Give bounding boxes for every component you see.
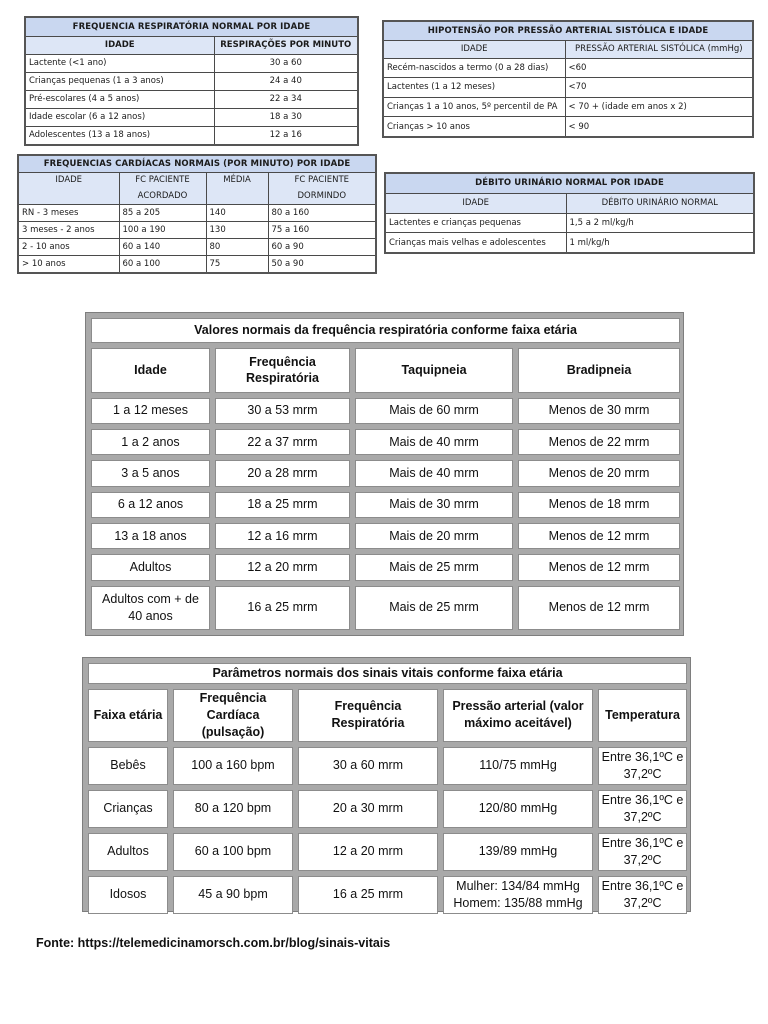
cell: 80 a 160 [268,204,376,221]
cell: 110/75 mmHg [443,747,593,785]
cell: 1 a 2 anos [91,429,210,455]
table-title: Valores normais da frequência respiratória conforme faixa etária [91,318,680,343]
cell: 80 a 120 bpm [173,790,293,828]
cell: 30 a 53 mrm [215,398,350,424]
cell: Menos de 12 mrm [518,586,680,630]
cell: 1 a 12 meses [91,398,210,424]
table-row [383,117,753,137]
cell: Idade escolar (6 a 12 anos) [25,108,214,126]
table-title: DÉBITO URINÁRIO NORMAL POR IDADE [385,173,754,193]
blood-pressure-women: Mulher: 134/84 mmHg [456,878,580,893]
cell: 140 [206,204,268,221]
table-row [383,78,753,98]
table-row [25,54,358,72]
column-header: IDADE [385,193,566,213]
cell: Crianças mais velhas e adolescentes [385,233,566,253]
table-row [91,554,680,580]
cell: Mais de 25 mrm [355,586,513,630]
table-row [383,58,753,78]
cell: Crianças > 10 anos [383,117,565,137]
cell: 85 a 205 [119,204,206,221]
cell: Menos de 12 mrm [518,523,680,549]
blood-pressure-men: Homem: 135/88 mmHg [453,895,583,910]
cell: Lactentes (1 a 12 meses) [383,78,565,98]
cell: 60 a 90 [268,238,376,255]
cell: 60 a 100 [119,255,206,273]
column-header: DÉBITO URINÁRIO NORMAL [566,193,754,213]
table-title: HIPOTENSÃO POR PRESSÃO ARTERIAL SISTÓLICA E IDADE [383,21,753,40]
table-title: FREQUENCIAS CARDÍACAS NORMAIS (POR MINUTO) POR IDADE [18,155,376,172]
column-header: IDADE [25,36,214,54]
cell: 20 a 30 mrm [298,790,438,828]
cell: 30 a 60 [214,54,358,72]
cell: 12 a 16 [214,126,358,145]
column-header: IDADE [18,172,119,188]
table-row [383,97,753,117]
cell: Bebês [88,747,168,785]
table-row [91,398,680,424]
cell: RN - 3 meses [18,204,119,221]
cell: 100 a 190 [119,221,206,238]
cell: Entre 36,1ºC e 37,2ºC [598,790,687,828]
column-header: Faixa etária [88,689,168,742]
cell: 30 a 60 mrm [298,747,438,785]
cell: Menos de 12 mrm [518,554,680,580]
column-header: Frequência Respiratória [298,689,438,742]
cell: 45 a 90 bpm [173,876,293,914]
column-header: Bradipneia [518,348,680,392]
cell: Adultos [91,554,210,580]
table-row [25,108,358,126]
cell: Entre 36,1ºC e 37,2ºC [598,833,687,871]
table-row [18,221,376,238]
table-row [385,213,754,233]
table-row [88,790,687,828]
cell: Mais de 20 mrm [355,523,513,549]
cell: < 90 [565,117,753,137]
column-header: IDADE [383,40,565,58]
table-row [91,460,680,486]
cell: 13 a 18 anos [91,523,210,549]
cell: 75 [206,255,268,273]
cell: Crianças pequenas (1 a 3 anos) [25,72,214,90]
table-row [18,255,376,273]
cell: 22 a 37 mrm [215,429,350,455]
cell: Idosos [88,876,168,914]
column-subheader: ACORDADO [119,188,206,204]
resp-rate-by-age-table [24,16,359,146]
cell: 12 a 20 mrm [298,833,438,871]
urine-output-table [384,172,755,254]
table-row [88,747,687,785]
cell: Mais de 60 mrm [355,398,513,424]
cell: 12 a 16 mrm [215,523,350,549]
column-header: FC PACIENTE [268,172,376,188]
cell: 22 a 34 [214,90,358,108]
cell: Mais de 40 mrm [355,429,513,455]
table-row [385,233,754,253]
cell: 24 a 40 [214,72,358,90]
cell: 80 [206,238,268,255]
table-row [88,876,687,914]
column-header: FC PACIENTE [119,172,206,188]
table-row [18,238,376,255]
cell: Lactente (<1 ano) [25,54,214,72]
cell: Recém-nascidos a termo (0 a 28 dias) [383,58,565,78]
cell: Menos de 20 mrm [518,460,680,486]
cell: Mais de 30 mrm [355,492,513,518]
cell: 120/80 mmHg [443,790,593,828]
cell: <70 [565,78,753,98]
cell: 1,5 a 2 ml/kg/h [566,213,754,233]
cell: 20 a 28 mrm [215,460,350,486]
column-header: Taquipneia [355,348,513,392]
table-row [91,429,680,455]
cell: Menos de 30 mrm [518,398,680,424]
vital-signs-table [83,658,692,919]
cell: 18 a 25 mrm [215,492,350,518]
source-citation: Fonte: https://telemedicinamorsch.com.br/blog/sinais-vitais [36,936,391,950]
heart-rate-by-age-table [17,154,377,274]
table-row [91,586,680,630]
table-row [25,90,358,108]
respiratory-rate-ranges-frame [85,312,684,636]
cell: < 70 + (idade em anos x 2) [565,97,753,117]
cell: Entre 36,1ºC e 37,2ºC [598,876,687,914]
respiratory-rate-ranges-table [86,313,685,635]
column-header: RESPIRAÇÕES POR MINUTO [214,36,358,54]
cell: Adolescentes (13 a 18 anos) [25,126,214,145]
cell: <60 [565,58,753,78]
cell: 130 [206,221,268,238]
column-header: Frequência Cardíaca (pulsação) [173,689,293,742]
cell: Crianças [88,790,168,828]
cell: Menos de 18 mrm [518,492,680,518]
column-header: Idade [91,348,210,392]
column-header: MÉDIA [206,172,268,188]
hypotension-table [382,20,754,138]
table-row [25,72,358,90]
cell: 60 a 140 [119,238,206,255]
cell: Mais de 40 mrm [355,460,513,486]
table-row [88,833,687,871]
table-row [18,204,376,221]
cell: 1 ml/kg/h [566,233,754,253]
table-title: Parâmetros normais dos sinais vitais conforme faixa etária [88,663,687,684]
table-row [91,492,680,518]
cell: Mais de 25 mrm [355,554,513,580]
cell: > 10 anos [18,255,119,273]
cell: 16 a 25 mrm [215,586,350,630]
cell: Entre 36,1ºC e 37,2ºC [598,747,687,785]
table-title: FREQUENCIA RESPIRATÓRIA NORMAL POR IDADE [25,17,358,36]
cell: Adultos com + de 40 anos [91,586,210,630]
cell: 3 meses - 2 anos [18,221,119,238]
vital-signs-frame [82,657,691,912]
column-header: Pressão arterial (valor máximo aceitável) [443,689,593,742]
cell: 50 a 90 [268,255,376,273]
cell: 139/89 mmHg [443,833,593,871]
cell: 18 a 30 [214,108,358,126]
column-header: Frequência Respiratória [215,348,350,392]
column-header: Temperatura [598,689,687,742]
cell: 6 a 12 anos [91,492,210,518]
cell: Adultos [88,833,168,871]
column-header: PRESSÃO ARTERIAL SISTÓLICA (mmHg) [565,40,753,58]
cell [443,876,593,914]
cell: Lactentes e crianças pequenas [385,213,566,233]
cell: 3 a 5 anos [91,460,210,486]
cell: Menos de 22 mrm [518,429,680,455]
cell: 16 a 25 mrm [298,876,438,914]
table-row [91,523,680,549]
cell: 60 a 100 bpm [173,833,293,871]
cell: Crianças 1 a 10 anos, 5º percentil de PA [383,97,565,117]
column-subheader: DORMINDO [268,188,376,204]
cell: Pré-escolares (4 a 5 anos) [25,90,214,108]
cell: 100 a 160 bpm [173,747,293,785]
cell: 75 a 160 [268,221,376,238]
cell: 2 - 10 anos [18,238,119,255]
table-row [25,126,358,145]
cell: 12 a 20 mrm [215,554,350,580]
